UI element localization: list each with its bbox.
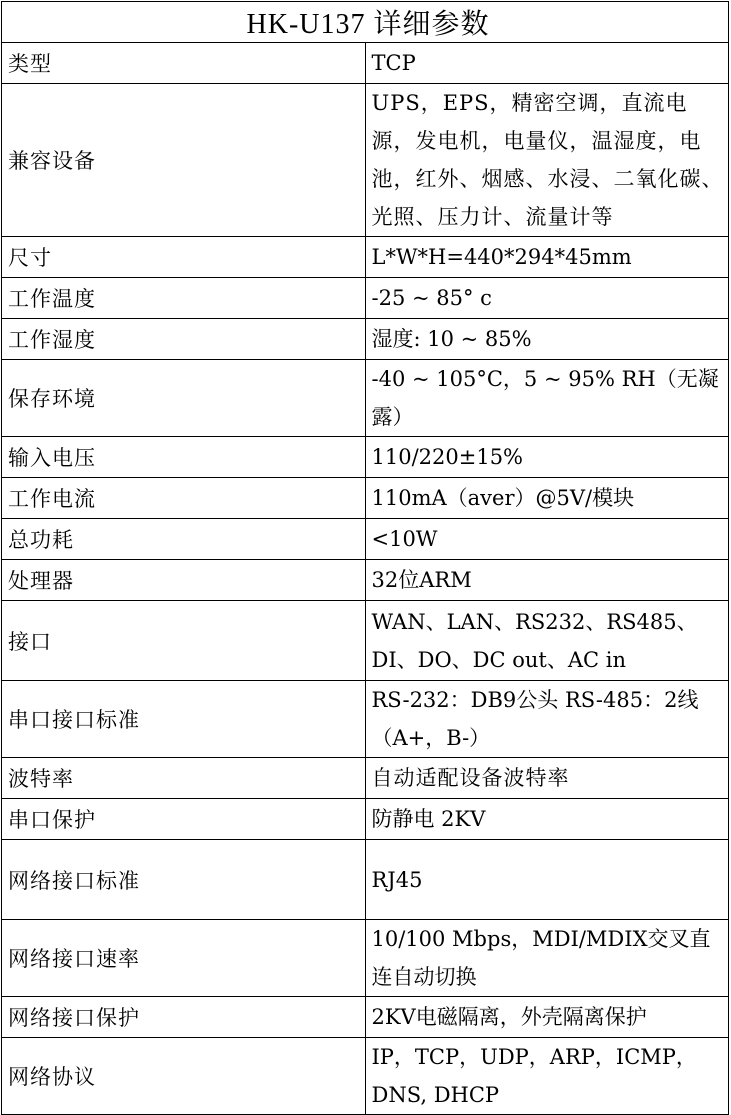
- table-row: [2, 920, 729, 997]
- table-row: [2, 681, 729, 758]
- table-title: HK-U137 详细参数: [2, 2, 729, 43]
- table-row: [2, 1038, 729, 1115]
- row-label: 网络接口保护: [2, 997, 366, 1038]
- row-label: 串口保护: [2, 799, 366, 840]
- title-row: [2, 2, 729, 43]
- row-value: WAN、LAN、RS232、RS485、DI、DO、DC out、AC in: [365, 601, 729, 681]
- row-value: 110mA（aver）@5V/模块: [365, 478, 729, 519]
- row-value: -25 ~ 85° c: [365, 278, 729, 319]
- table-row: [2, 997, 729, 1038]
- row-label: 输入电压: [2, 437, 366, 478]
- spec-table: [1, 1, 729, 1115]
- table-row: [2, 360, 729, 437]
- row-value: 32位ARM: [365, 560, 729, 601]
- table-row: [2, 319, 729, 360]
- row-label: 工作电流: [2, 478, 366, 519]
- row-value: UPS，EPS，精密空调，直流电源，发电机，电量仪，温湿度，电池，红外、烟感、水浸、二氧化碳、光照、压力计、流量计等: [365, 84, 729, 237]
- row-label: 尺寸: [2, 237, 366, 278]
- row-value: <10W: [365, 519, 729, 560]
- table-row: [2, 758, 729, 799]
- table-row: [2, 840, 729, 920]
- row-value: 2KV电磁隔离，外壳隔离保护: [365, 997, 729, 1038]
- row-label: 保存环境: [2, 360, 366, 437]
- table-row: [2, 478, 729, 519]
- row-label: 波特率: [2, 758, 366, 799]
- table-row: [2, 237, 729, 278]
- row-value: 防静电 2KV: [365, 799, 729, 840]
- row-label: 接口: [2, 601, 366, 681]
- row-value: 自动适配设备波特率: [365, 758, 729, 799]
- row-value: IP，TCP，UDP，ARP，ICMP，DNS, DHCP: [365, 1038, 729, 1115]
- row-label: 工作温度: [2, 278, 366, 319]
- row-value: TCP: [365, 43, 729, 84]
- table-row: [2, 43, 729, 84]
- row-value: -40 ~ 105°C，5 ~ 95% RH（无凝露）: [365, 360, 729, 437]
- table-row: [2, 437, 729, 478]
- row-label: 处理器: [2, 560, 366, 601]
- row-label: 网络协议: [2, 1038, 366, 1115]
- table-row: [2, 799, 729, 840]
- row-label: 网络接口速率: [2, 920, 366, 997]
- table-row: [2, 519, 729, 560]
- table-row: [2, 560, 729, 601]
- row-label: 工作湿度: [2, 319, 366, 360]
- table-row: [2, 278, 729, 319]
- row-label: 兼容设备: [2, 84, 366, 237]
- row-label: 网络接口标准: [2, 840, 366, 920]
- row-label: 总功耗: [2, 519, 366, 560]
- row-value: RS-232：DB9公头 RS-485：2线（A+，B-）: [365, 681, 729, 758]
- table-row: [2, 601, 729, 681]
- row-value: RJ45: [365, 840, 729, 920]
- row-value: L*W*H=440*294*45mm: [365, 237, 729, 278]
- row-value: 110/220±15%: [365, 437, 729, 478]
- row-value: 湿度: 10 ~ 85%: [365, 319, 729, 360]
- row-label: 类型: [2, 43, 366, 84]
- row-label: 串口接口标准: [2, 681, 366, 758]
- row-value: 10/100 Mbps，MDI/MDIX交叉直连自动切换: [365, 920, 729, 997]
- table-row: [2, 84, 729, 237]
